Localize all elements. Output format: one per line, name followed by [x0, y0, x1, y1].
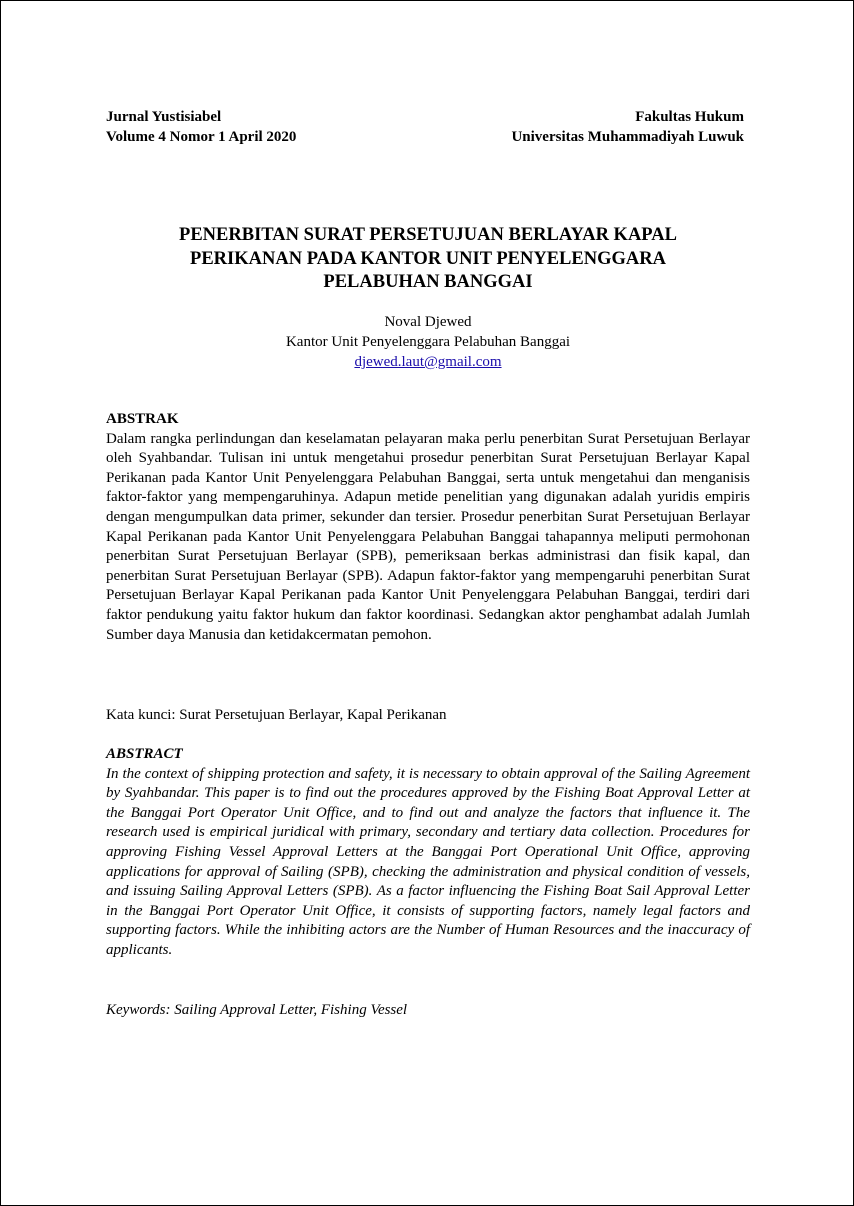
abstrak-heading: ABSTRAK: [106, 411, 179, 427]
abstract-keywords-section: [106, 1001, 750, 1021]
journal-header-left: [106, 107, 296, 147]
abstract-heading: ABSTRACT: [106, 746, 183, 762]
title-line-2: PERIKANAN PADA KANTOR UNIT PENYELENGGARA: [190, 248, 666, 269]
abstrak-keywords-section: [106, 706, 750, 726]
abstract-section: [106, 745, 750, 961]
author-block: [106, 312, 750, 372]
author-name: Noval Djewed: [384, 314, 472, 330]
paper-title: [106, 224, 750, 295]
journal-header-right: [511, 107, 744, 147]
volume-info: Volume 4 Nomor 1 April 2020: [106, 129, 297, 145]
university-name: Universitas Muhammadiyah Luwuk: [511, 129, 744, 145]
abstrak-keywords: Kata kunci: Surat Persetujuan Berlayar, Kapal Perikanan: [106, 707, 447, 723]
author-email-link[interactable]: djewed.laut@gmail.com: [354, 354, 502, 370]
abstrak-body: Dalam rangka perlindungan dan keselamatan pelayaran maka perlu penerbitan Surat Persetujuan Berlayar oleh Syahbandar. Tulisan ini untuk mengetahui prosedur penerbitan Surat Persetujuan Berlayar Kapal Perikanan pada Kantor Unit Penyelenggara Pelabuhan Banggai, serta untuk mengetahui dan menganisis faktor-faktor yang mempengaruhinya. Adapun metide penelitian yang digunakan adalah yuridis empiris dengan mengumpulkan data primer, sekunder dan tersier. Prosedur penerbitan Surat Persetujuan Berlayar Kapal Perikanan pada Kantor Unit Penyelenggara Pelabuhan Banggai tahapannya meliputi permohonan penerbitan Surat Persetujuan Berlayar (SPB), pemeriksaan berkas administrasi dan fisik kapal, dan penerbitan Surat Persetujuan Berlayar (SPB). Adapun faktor-faktor yang mempengaruhi penerbitan Surat Persetujuan Berlayar Kapal Perikanan pada Kantor Unit Penyelenggara Pelabuhan Banggai, terdiri dari faktor pendukung yaitu faktor hukum dan faktor koordinasi. Sedangkan aktor penghambat adalah Jumlah Sumber daya Manusia dan ketidakcermatan pemohon.: [106, 430, 750, 643]
title-line-1: PENERBITAN SURAT PERSETUJUAN BERLAYAR KAPAL: [179, 225, 677, 245]
abstract-body: In the context of shipping protection and safety, it is necessary to obtain approval of the Sailing Agreement by Syahbandar. This paper is to find out the procedures approved by the Fishing Boat Approval Letter at the Banggai Port Operator Unit Office, and to find out and analyze the factors that influence it. The research used is empirical juridical with primary, secondary and tertiary data collection. Procedures for approving Fishing Vessel Approval Letters at the Banggai Port Operational Unit Office, approving applications for approval of Sailing (SPB), checking the administration and physical condition of vessels, and issuing Sailing Approval Letters (SPB). As a factor influencing the Fishing Boat Sail Approval Letter in the Banggai Port Operator Unit Office, it consists of supporting factors, namely legal factors and supporting factors. While the inhibiting actors are the Number of Human Resources and the inaccuracy of applicants.: [106, 765, 750, 958]
journal-name: Jurnal Yustisiabel: [106, 109, 222, 125]
abstract-keywords: Keywords: Sailing Approval Letter, Fishing Vessel: [106, 1002, 408, 1018]
title-line-3: PELABUHAN BANGGAI: [323, 272, 533, 292]
faculty-name: Fakultas Hukum: [635, 109, 744, 125]
author-affiliation: Kantor Unit Penyelenggara Pelabuhan Banggai: [285, 334, 571, 350]
abstrak-section: [106, 410, 750, 645]
